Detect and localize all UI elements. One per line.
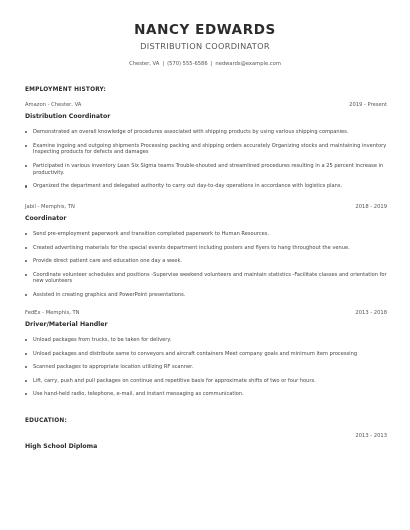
- job-bullet: Created advertising materials for the special events department including posters and flyers to hang throughout the venue.: [25, 245, 387, 252]
- job-bullets: [25, 129, 387, 190]
- job-bullets: [25, 337, 387, 398]
- job-role: Coordinator: [25, 215, 67, 222]
- job-company-location: Amazon - Chester, VA: [25, 102, 82, 108]
- job-bullet: Participated in various inventory Lean Six Sigma teams Trouble-shouted and streamlined procedures resulting in a 25 percent increase in productivity.: [25, 163, 387, 177]
- contact-email: nedwards@example.com: [215, 61, 281, 67]
- job-bullet: Assisted in creating graphics and PowerPoint presentations.: [25, 292, 387, 299]
- job-bullet: Demonstrated an overall knowledge of procedures associated with shipping products by using various shipping companies.: [25, 129, 387, 136]
- job-entry: [25, 310, 387, 405]
- job-meta: [25, 102, 387, 110]
- job-bullet: Unload packages from trucks, to be taken for delivery.: [25, 337, 387, 344]
- job-meta: [25, 310, 387, 318]
- candidate-title: DISTRIBUTION COORDINATOR: [140, 41, 270, 51]
- job-bullet: Unload packages and distribute same to conveyors and aircraft containers Meet company goals and minimum item processing: [25, 351, 387, 358]
- job-dates: 2019 - Present: [349, 102, 387, 108]
- job-bullet: Provide direct patient care and education one day a week.: [25, 258, 387, 265]
- job-role: Distribution Coordinator: [25, 113, 111, 120]
- job-bullet: Lift, carry, push and pull packages on continue and repetitive basis for approximate shifts of two or four hours.: [25, 378, 387, 385]
- job-meta: [25, 204, 387, 212]
- employment-heading: EMPLOYMENT HISTORY:: [25, 87, 106, 93]
- job-entry: [25, 204, 387, 305]
- job-bullet: Send pre-employment paperwork and transition completed paperwork to Human Resources.: [25, 231, 387, 238]
- job-bullet: Organized the department and delegated authority to carry out day-to-day operations in accordance with logistics plans.: [25, 183, 387, 190]
- education-dates: 2013 - 2013: [355, 433, 387, 439]
- contact-separator: |: [162, 61, 165, 67]
- job-bullet: Use hand-held radio, telephone, e-mail, and instant messaging as communication.: [25, 391, 387, 398]
- job-bullets: [25, 231, 387, 299]
- job-entry: [25, 102, 387, 197]
- resume-header: [0, 22, 410, 68]
- education-degree: High School Diploma: [25, 443, 98, 450]
- job-bullet: Scanned packages to appropriate location utilizing RF scanner.: [25, 364, 387, 371]
- job-company-location: FedEx - Memphis, TN: [25, 310, 80, 316]
- contact-line: [0, 61, 410, 68]
- job-dates: 2018 - 2019: [355, 204, 387, 210]
- education-heading: EDUCATION:: [25, 418, 67, 424]
- job-role: Driver/Material Handler: [25, 321, 108, 328]
- job-bullet: Examine ingoing and outgoing shipments Processing packing and shipping orders accurately Organizing stocks and maintaining inventory Inspecting products for defects and damages: [25, 143, 387, 157]
- job-dates: 2013 - 2018: [355, 310, 387, 316]
- contact-separator: |: [210, 61, 213, 67]
- contact-phone: (570) 555-6586: [167, 61, 208, 67]
- job-company-location: Jabil - Memphis, TN: [25, 204, 75, 210]
- candidate-name: NANCY EDWARDS: [134, 22, 276, 38]
- education-row: [25, 433, 387, 450]
- job-bullet: Coordinate volunteer schedules and positions -Supervise weekend volunteers and maintain statistics -Facilitate classes and orientation for new volunteers: [25, 272, 387, 286]
- contact-location: Chester, VA: [129, 61, 160, 67]
- education-entry: [25, 433, 387, 450]
